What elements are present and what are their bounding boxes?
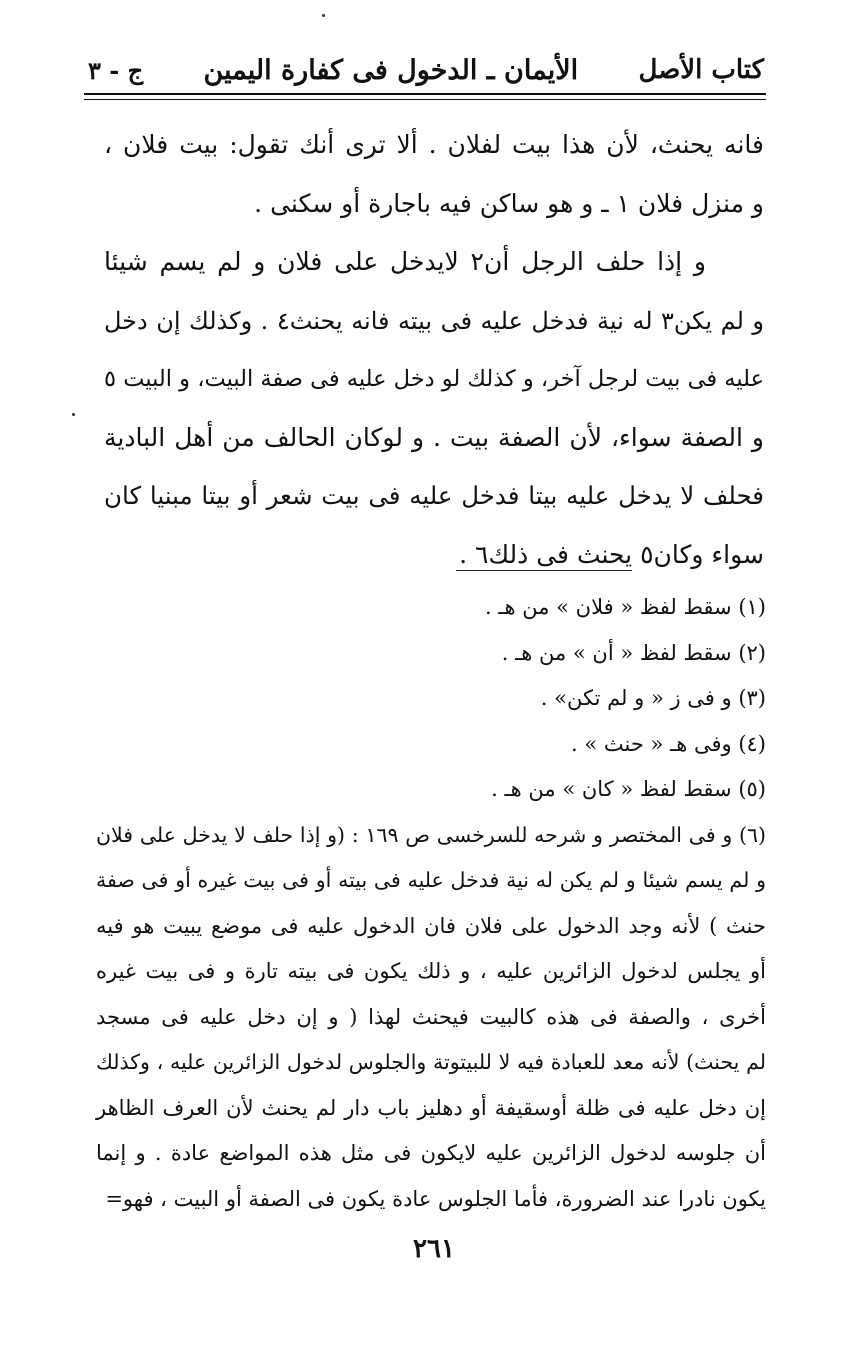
footnote-long-line: إن دخل عليه فى ظلة أوسقيفة أو دهليز باب دار لم يحنث لأن العرف الظاهر	[96, 1095, 766, 1120]
footnote-separator	[456, 570, 632, 571]
footnote: (٤) وفى هـ « حنث » .	[571, 731, 766, 756]
book-title: كتاب الأصل	[638, 55, 764, 85]
footnote: (٣) و فى ز « و لم تكن» .	[540, 686, 766, 710]
footnote-long-line: يكون نادرا عند الضرورة، فأما الجلوس عادة يكون فى الصفة أو البيت ، فهو=	[105, 1186, 766, 1211]
footnotes	[96, 585, 766, 1222]
header-rule-thin	[84, 99, 766, 100]
footnote: (٢) سقط لفظ « أن » من هـ .	[501, 640, 766, 665]
text-line: و لم يكن٣ له نية فدخل عليه فى بيته فانه يحنث٤ . وكذلك إن دخل	[104, 306, 764, 335]
text-line: فانه يحنث، لأن هذا بيت لفلان . ألا ترى أنك تقول: بيت فلان ،	[104, 130, 764, 159]
footnote-long-line: حنث ) لأنه وجد الدخول على فلان فان الدخول عليه فى موضع يبيت هو فيه	[96, 913, 766, 938]
text-line: و إذا حلف الرجل أن٢ لايدخل على فلان و لم يسم شيئا	[104, 247, 706, 276]
volume-number: ج - ٣	[88, 55, 144, 85]
main-text	[104, 116, 764, 584]
ink-speck	[322, 14, 325, 17]
footnote-long-line: و لم يسم شيئا و لم يكن له نية فدخل عليه فى بيته أو فى بيت غيره أو فى صفة	[96, 868, 766, 892]
footnote-long-line: أن جلوسه لدخول الزائرين عليه لايكون فى مثل هذه المواضع عادة . و إنما	[96, 1141, 766, 1165]
text-line: فحلف لا يدخل عليه بيتا فدخل عليه فى بيت شعر أو بيتا مبنيا كان	[104, 481, 764, 510]
footnote-long-line: لم يحنث) لأنه معد للعبادة فيه لا للبيتوتة والجلوس لدخول الزائرين عليه ، وكذلك	[96, 1050, 766, 1074]
running-header	[88, 48, 764, 92]
chapter-title: الأيمان ـ الدخول فى كفارة اليمين	[203, 54, 579, 86]
text-line: عليه فى بيت لرجل آخر، و كذلك لو دخل عليه فى صفة البيت، و البيت ٥	[104, 366, 764, 392]
footnote: (١) سقط لفظ « فلان » من هـ .	[484, 595, 766, 619]
ink-speck	[72, 413, 75, 416]
page-number: ٢٦١	[413, 1234, 455, 1264]
footnote: (٥) سقط لفظ « كان » من هـ .	[491, 777, 766, 801]
text-line: و منزل فلان ١ ـ و هو ساكن فيه باجارة أو سكنى .	[254, 188, 764, 218]
header-rule-thick	[84, 93, 766, 95]
footnote-long-line: أخرى ، والصفة فى هذه كالبيت فيحنث لهذا ( و إن دخل عليه فى مسجد	[96, 1004, 766, 1029]
footnote-long-line: (٦) و فى المختصر و شرحه للسرخسى ص ١٦٩ : (و إذا حلف لا يدخل على فلان	[96, 822, 767, 847]
footnote-long-line: أو يجلس لدخول الزائرين عليه ، و ذلك يكون فى بيته تارة و فى بيت غيره	[96, 959, 766, 983]
text-line: سواء وكان٥ يحنث فى ذلك٦ .	[459, 539, 764, 569]
text-line: و الصفة سواء، لأن الصفة بيت . و لوكان الحالف من أهل البادية	[104, 422, 764, 452]
